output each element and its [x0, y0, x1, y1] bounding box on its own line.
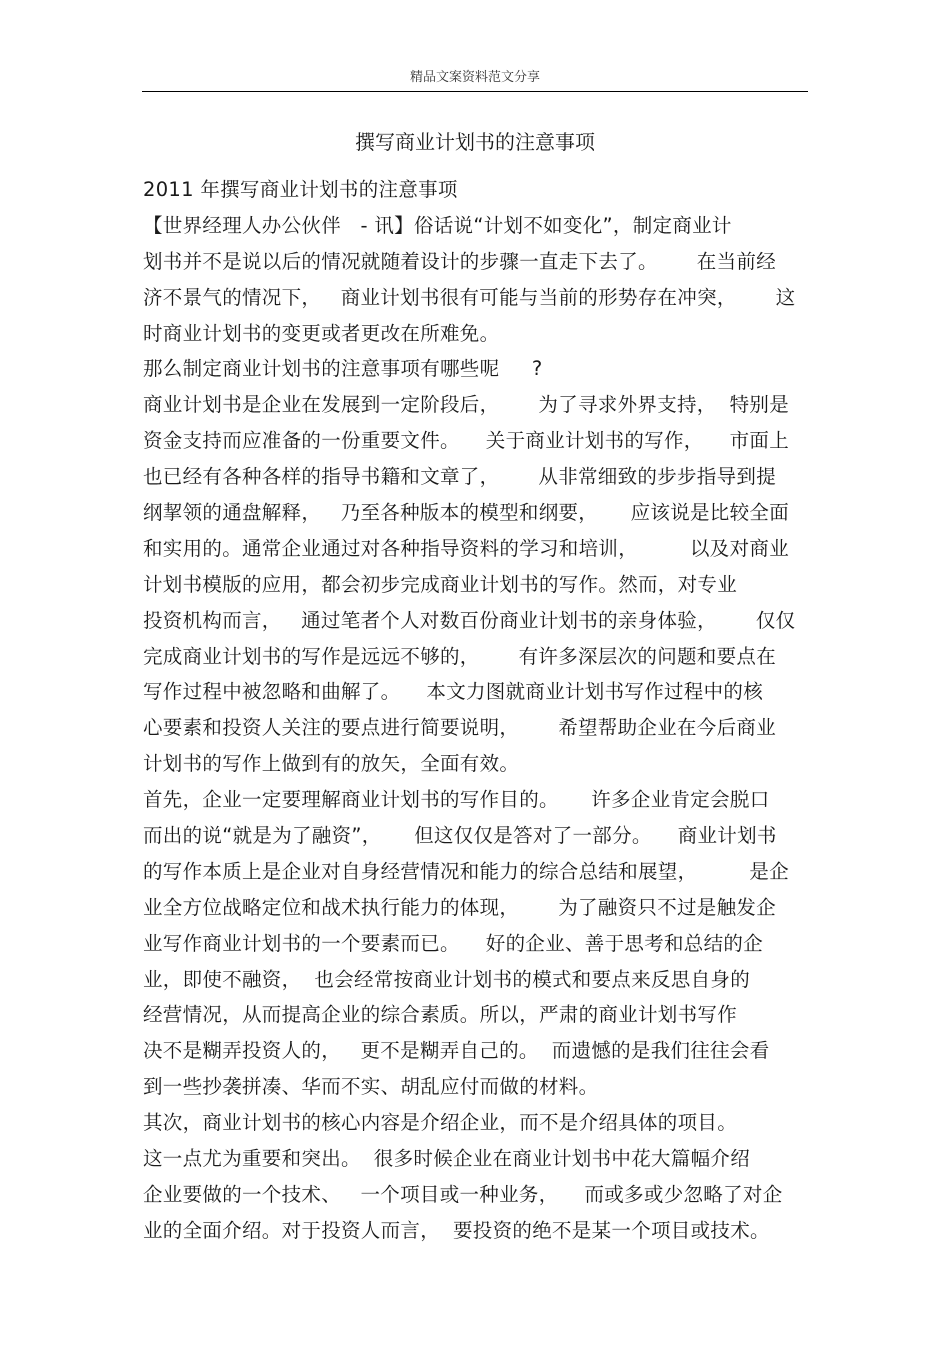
text-line: 济不景气的情况下， 商业计划书很有可能与当前的形势存在冲突， 这 — [143, 285, 796, 309]
text-line: 划书并不是说以后的情况就随着设计的步骤一直走下去了。 在当前经 — [143, 249, 776, 273]
text-line: 企业要做的一个技术、 一个项目或一种业务， 而或多或少忽略了对企 — [143, 1182, 783, 1206]
text-line: 而出的说“就是为了融资”， 但这仅仅是答对了一部分。 商业计划书 — [143, 824, 777, 848]
text-line: 首先，企业一定要理解商业计划书的写作目的。 许多企业肯定会脱口 — [143, 788, 770, 812]
document-title: 撰写商业计划书的注意事项 — [355, 130, 595, 154]
text-line: 业，即使不融资， 也会经常按商业计划书的模式和要点来反思自身的 — [143, 967, 750, 991]
text-line: 完成商业计划书的写作是远远不够的， 有许多深层次的问题和要点在 — [143, 644, 776, 668]
text-line: 资金支持而应准备的一份重要文件。 关于商业计划书的写作， 市面上 — [143, 429, 789, 453]
text-line: 商业计划书是企业在发展到一定阶段后， 为了寻求外界支持， 特别是 — [143, 393, 789, 417]
text-line: 投资机构而言， 通过笔者个人对数百份商业计划书的亲身体验， 仅仅 — [143, 608, 796, 632]
text-line: 心要素和投资人关注的要点进行简要说明， 希望帮助企业在今后商业 — [143, 716, 776, 740]
text-line: 计划书的写作上做到有的放矢，全面有效。 — [143, 752, 520, 776]
text-line: 到一些抄袭拼凑、华而不实、胡乱应付而做的材料。 — [143, 1075, 599, 1099]
text-line: 决不是糊弄投资人的， 更不是糊弄自己的。 而遗憾的是我们往往会看 — [143, 1039, 770, 1063]
text-line: 这一点尤为重要和突出。 很多时候企业在商业计划书中花大篇幅介绍 — [143, 1147, 750, 1171]
text-line: 和实用的。通常企业通过对各种指导资料的学习和培训， 以及对商业 — [143, 536, 789, 560]
text-line: 其次，商业计划书的核心内容是介绍企业，而不是介绍具体的项目。 — [143, 1111, 738, 1135]
text-line: 那么制定商业计划书的注意事项有哪些呢 ? — [143, 357, 543, 381]
text-line: 写作过程中被忽略和曲解了。 本文力图就商业计划书写作过程中的核 — [143, 680, 763, 704]
text-line: 业写作商业计划书的一个要素而已。 好的企业、善于思考和总结的企 — [143, 931, 763, 955]
page-header: 精品文案资料范文分享 — [409, 70, 540, 85]
text-line: 纲挈领的通盘解释， 乃至各种版本的模型和纲要， 应该说是比较全面 — [143, 501, 789, 525]
document-body — [143, 172, 823, 1249]
text-line: 也已经有各种各样的指导书籍和文章了， 从非常细致的步步指导到提 — [143, 465, 776, 489]
text-line: 时商业计划书的变更或者更改在所难免。 — [143, 321, 500, 345]
header-divider — [142, 91, 808, 92]
text-line: 业全方位战略定位和战术执行能力的体现， 为了融资只不过是触发企 — [143, 895, 776, 919]
text-line: 的写作本质上是企业对自身经营情况和能力的综合总结和展望， 是企 — [143, 859, 789, 883]
text-line: 2011 年撰写商业计划书的注意事项 — [143, 178, 458, 201]
text-line: 【世界经理人办公伙伴 - 讯】俗话说“计划不如变化”，制定商业计 — [143, 213, 732, 237]
text-line: 业的全面介绍。对于投资人而言， 要投资的绝不是某一个项目或技术。 — [143, 1218, 770, 1242]
text-line: 计划书模版的应用，都会初步完成商业计划书的写作。然而，对专业 — [143, 572, 738, 596]
text-line: 经营情况，从而提高企业的综合素质。所以，严肃的商业计划书写作 — [143, 1003, 738, 1027]
